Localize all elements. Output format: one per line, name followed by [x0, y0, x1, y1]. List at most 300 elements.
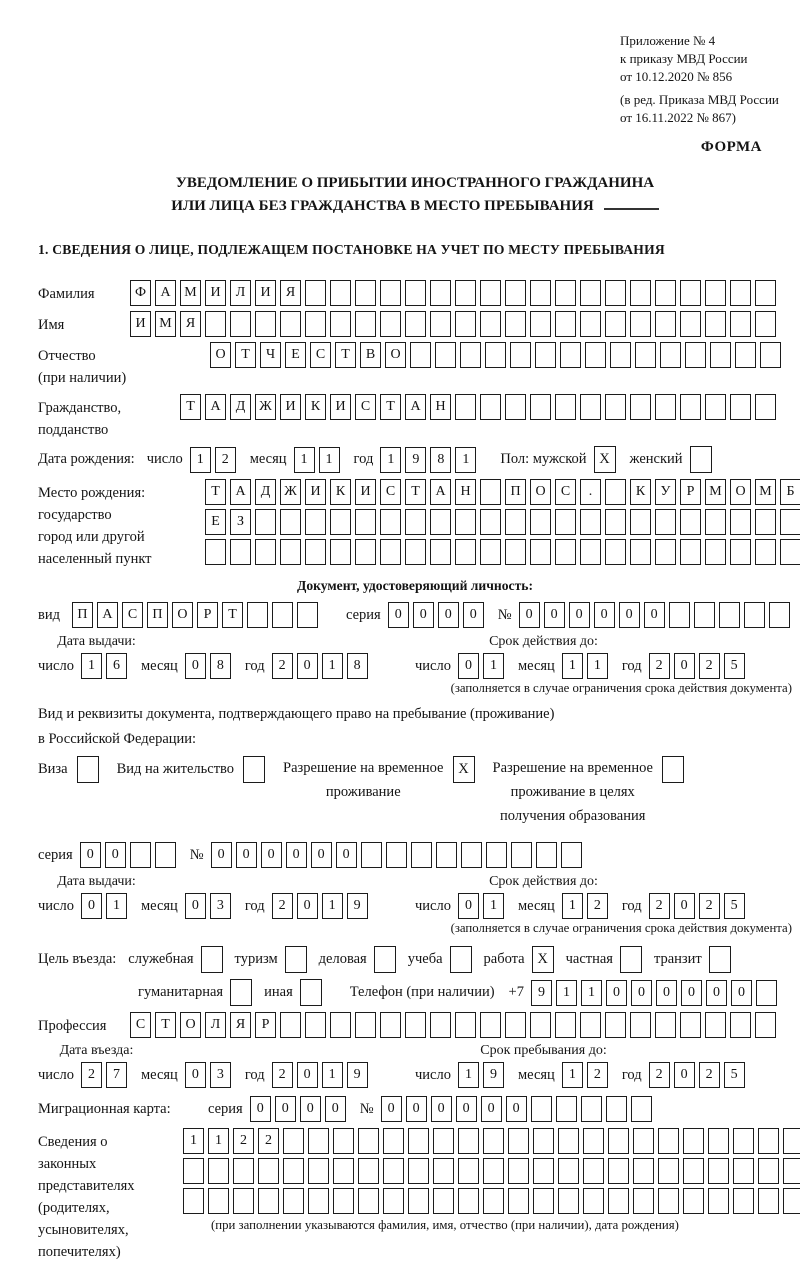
char-cell[interactable]	[630, 1012, 651, 1038]
char-cell[interactable]	[280, 1012, 301, 1038]
sex-female-checkbox[interactable]	[690, 446, 712, 473]
char-cell[interactable]: 1	[106, 893, 127, 919]
char-cell[interactable]	[783, 1128, 800, 1154]
char-cell[interactable]: Н	[430, 394, 451, 420]
char-cell[interactable]	[483, 1188, 504, 1214]
char-cell[interactable]: 0	[413, 602, 434, 628]
char-cell[interactable]	[386, 842, 407, 868]
char-cell[interactable]: 0	[297, 893, 318, 919]
char-cell[interactable]	[555, 311, 576, 337]
char-cell[interactable]	[305, 280, 326, 306]
char-cell[interactable]: 1	[562, 653, 583, 679]
char-cell[interactable]	[380, 311, 401, 337]
char-cell[interactable]	[380, 509, 401, 535]
char-cell[interactable]: Р	[197, 602, 218, 628]
char-cell[interactable]	[735, 342, 756, 368]
char-cell[interactable]: 1	[455, 447, 476, 473]
char-cell[interactable]	[631, 1096, 652, 1122]
char-cell[interactable]: С	[310, 342, 331, 368]
char-cell[interactable]	[581, 1096, 602, 1122]
char-cell[interactable]: О	[180, 1012, 201, 1038]
char-cell[interactable]: 0	[706, 980, 727, 1006]
char-cell[interactable]	[508, 1158, 529, 1184]
char-cell[interactable]	[455, 311, 476, 337]
char-cell[interactable]	[583, 1128, 604, 1154]
char-cell[interactable]: 1	[556, 980, 577, 1006]
char-cell[interactable]: 1	[483, 653, 504, 679]
char-cell[interactable]: М	[705, 479, 726, 505]
char-cell[interactable]: М	[755, 479, 776, 505]
char-cell[interactable]	[308, 1158, 329, 1184]
char-cell[interactable]: 7	[106, 1062, 127, 1088]
char-cell[interactable]	[733, 1158, 754, 1184]
char-cell[interactable]: 1	[294, 447, 315, 473]
option-temp-residence-edu-checkbox[interactable]	[662, 756, 684, 783]
char-cell[interactable]	[580, 509, 601, 535]
char-cell[interactable]	[380, 539, 401, 565]
char-cell[interactable]: 0	[656, 980, 677, 1006]
char-cell[interactable]: 1	[322, 653, 343, 679]
char-cell[interactable]: 0	[569, 602, 590, 628]
char-cell[interactable]	[585, 342, 606, 368]
char-cell[interactable]: 2	[649, 893, 670, 919]
char-cell[interactable]: 0	[81, 893, 102, 919]
char-cell[interactable]	[233, 1188, 254, 1214]
char-cell[interactable]	[155, 842, 176, 868]
char-cell[interactable]	[405, 311, 426, 337]
char-cell[interactable]	[433, 1158, 454, 1184]
char-cell[interactable]: 1	[208, 1128, 229, 1154]
char-cell[interactable]	[760, 342, 781, 368]
char-cell[interactable]	[755, 509, 776, 535]
char-cell[interactable]: П	[147, 602, 168, 628]
char-cell[interactable]	[658, 1188, 679, 1214]
char-cell[interactable]: И	[255, 280, 276, 306]
char-cell[interactable]	[333, 1158, 354, 1184]
char-cell[interactable]: П	[72, 602, 93, 628]
char-cell[interactable]	[435, 342, 456, 368]
char-cell[interactable]: 0	[388, 602, 409, 628]
char-cell[interactable]	[755, 539, 776, 565]
char-cell[interactable]	[680, 539, 701, 565]
char-cell[interactable]: И	[330, 394, 351, 420]
char-cell[interactable]	[658, 1128, 679, 1154]
char-cell[interactable]	[486, 842, 507, 868]
purpose-official-checkbox[interactable]	[201, 946, 223, 973]
char-cell[interactable]	[258, 1188, 279, 1214]
char-cell[interactable]	[505, 311, 526, 337]
char-cell[interactable]	[580, 1012, 601, 1038]
char-cell[interactable]	[780, 539, 800, 565]
char-cell[interactable]	[630, 539, 651, 565]
char-cell[interactable]: И	[355, 479, 376, 505]
char-cell[interactable]	[255, 539, 276, 565]
char-cell[interactable]: 8	[210, 653, 231, 679]
purpose-humanitarian-checkbox[interactable]	[230, 979, 252, 1006]
char-cell[interactable]	[455, 1012, 476, 1038]
char-cell[interactable]: К	[330, 479, 351, 505]
char-cell[interactable]	[755, 1012, 776, 1038]
char-cell[interactable]	[480, 1012, 501, 1038]
char-cell[interactable]: 5	[724, 653, 745, 679]
char-cell[interactable]	[769, 602, 790, 628]
char-cell[interactable]	[783, 1188, 800, 1214]
char-cell[interactable]: 1	[483, 893, 504, 919]
char-cell[interactable]	[330, 509, 351, 535]
char-cell[interactable]: Т	[155, 1012, 176, 1038]
char-cell[interactable]	[705, 509, 726, 535]
char-cell[interactable]: И	[130, 311, 151, 337]
option-temp-residence-checkbox[interactable]: X	[453, 756, 475, 783]
char-cell[interactable]: 0	[250, 1096, 271, 1122]
char-cell[interactable]	[630, 394, 651, 420]
char-cell[interactable]: О	[210, 342, 231, 368]
char-cell[interactable]: 2	[272, 653, 293, 679]
char-cell[interactable]: И	[205, 280, 226, 306]
char-cell[interactable]: Т	[405, 479, 426, 505]
char-cell[interactable]	[330, 280, 351, 306]
char-cell[interactable]	[755, 394, 776, 420]
char-cell[interactable]	[655, 280, 676, 306]
char-cell[interactable]: 0	[544, 602, 565, 628]
char-cell[interactable]	[280, 509, 301, 535]
char-cell[interactable]	[460, 342, 481, 368]
char-cell[interactable]: 2	[699, 1062, 720, 1088]
char-cell[interactable]: 1	[81, 653, 102, 679]
char-cell[interactable]	[708, 1158, 729, 1184]
char-cell[interactable]: Т	[205, 479, 226, 505]
char-cell[interactable]	[608, 1188, 629, 1214]
char-cell[interactable]	[305, 1012, 326, 1038]
char-cell[interactable]: 2	[272, 893, 293, 919]
char-cell[interactable]	[533, 1188, 554, 1214]
char-cell[interactable]	[758, 1128, 779, 1154]
purpose-other-checkbox[interactable]	[300, 979, 322, 1006]
char-cell[interactable]	[558, 1128, 579, 1154]
char-cell[interactable]: 9	[347, 893, 368, 919]
char-cell[interactable]: У	[655, 479, 676, 505]
char-cell[interactable]: 2	[649, 1062, 670, 1088]
char-cell[interactable]	[233, 1158, 254, 1184]
char-cell[interactable]	[633, 1128, 654, 1154]
char-cell[interactable]: 0	[594, 602, 615, 628]
char-cell[interactable]: 0	[80, 842, 101, 868]
char-cell[interactable]	[583, 1158, 604, 1184]
char-cell[interactable]	[483, 1128, 504, 1154]
char-cell[interactable]	[655, 311, 676, 337]
char-cell[interactable]	[455, 539, 476, 565]
char-cell[interactable]	[205, 311, 226, 337]
char-cell[interactable]	[606, 1096, 627, 1122]
char-cell[interactable]	[719, 602, 740, 628]
char-cell[interactable]	[655, 509, 676, 535]
char-cell[interactable]	[605, 280, 626, 306]
char-cell[interactable]	[305, 311, 326, 337]
char-cell[interactable]: 2	[699, 653, 720, 679]
char-cell[interactable]	[355, 280, 376, 306]
char-cell[interactable]	[383, 1128, 404, 1154]
char-cell[interactable]: 2	[587, 1062, 608, 1088]
char-cell[interactable]	[280, 539, 301, 565]
char-cell[interactable]	[183, 1188, 204, 1214]
char-cell[interactable]: 3	[210, 1062, 231, 1088]
char-cell[interactable]	[505, 280, 526, 306]
char-cell[interactable]	[183, 1158, 204, 1184]
char-cell[interactable]	[485, 342, 506, 368]
char-cell[interactable]: 1	[319, 447, 340, 473]
char-cell[interactable]	[756, 980, 777, 1006]
char-cell[interactable]	[555, 539, 576, 565]
char-cell[interactable]	[255, 311, 276, 337]
char-cell[interactable]: 1	[322, 1062, 343, 1088]
char-cell[interactable]: А	[230, 479, 251, 505]
char-cell[interactable]	[480, 311, 501, 337]
char-cell[interactable]	[669, 602, 690, 628]
char-cell[interactable]	[555, 280, 576, 306]
char-cell[interactable]	[605, 311, 626, 337]
char-cell[interactable]	[380, 1012, 401, 1038]
char-cell[interactable]	[655, 394, 676, 420]
char-cell[interactable]: Л	[230, 280, 251, 306]
char-cell[interactable]	[605, 1012, 626, 1038]
char-cell[interactable]: Т	[380, 394, 401, 420]
char-cell[interactable]	[283, 1188, 304, 1214]
char-cell[interactable]: С	[122, 602, 143, 628]
char-cell[interactable]: 0	[674, 893, 695, 919]
char-cell[interactable]: Р	[255, 1012, 276, 1038]
char-cell[interactable]: 0	[458, 893, 479, 919]
option-residence-permit-checkbox[interactable]	[243, 756, 265, 783]
char-cell[interactable]: 8	[430, 447, 451, 473]
char-cell[interactable]: 0	[731, 980, 752, 1006]
char-cell[interactable]	[505, 539, 526, 565]
char-cell[interactable]	[480, 539, 501, 565]
char-cell[interactable]: Т	[180, 394, 201, 420]
char-cell[interactable]	[558, 1158, 579, 1184]
char-cell[interactable]: С	[380, 479, 401, 505]
char-cell[interactable]: 2	[215, 447, 236, 473]
char-cell[interactable]	[680, 311, 701, 337]
char-cell[interactable]	[530, 280, 551, 306]
char-cell[interactable]	[555, 509, 576, 535]
char-cell[interactable]	[308, 1188, 329, 1214]
char-cell[interactable]: Ч	[260, 342, 281, 368]
char-cell[interactable]: 2	[649, 653, 670, 679]
char-cell[interactable]	[458, 1128, 479, 1154]
char-cell[interactable]: П	[505, 479, 526, 505]
char-cell[interactable]	[633, 1158, 654, 1184]
char-cell[interactable]: 1	[581, 980, 602, 1006]
char-cell[interactable]	[436, 842, 457, 868]
char-cell[interactable]	[405, 539, 426, 565]
char-cell[interactable]	[658, 1158, 679, 1184]
char-cell[interactable]	[405, 1012, 426, 1038]
char-cell[interactable]: 0	[185, 1062, 206, 1088]
char-cell[interactable]: 2	[81, 1062, 102, 1088]
char-cell[interactable]	[480, 394, 501, 420]
char-cell[interactable]	[560, 342, 581, 368]
char-cell[interactable]	[283, 1158, 304, 1184]
char-cell[interactable]: 1	[562, 893, 583, 919]
char-cell[interactable]: Я	[230, 1012, 251, 1038]
char-cell[interactable]: 0	[236, 842, 257, 868]
char-cell[interactable]	[655, 1012, 676, 1038]
char-cell[interactable]: 0	[286, 842, 307, 868]
char-cell[interactable]: И	[280, 394, 301, 420]
char-cell[interactable]: Ж	[280, 479, 301, 505]
char-cell[interactable]: Б	[780, 479, 800, 505]
char-cell[interactable]: 0	[406, 1096, 427, 1122]
char-cell[interactable]	[783, 1158, 800, 1184]
char-cell[interactable]	[605, 394, 626, 420]
char-cell[interactable]: 0	[185, 893, 206, 919]
char-cell[interactable]: 1	[587, 653, 608, 679]
char-cell[interactable]: А	[405, 394, 426, 420]
purpose-study-checkbox[interactable]	[450, 946, 472, 973]
char-cell[interactable]	[710, 342, 731, 368]
char-cell[interactable]: 1	[190, 447, 211, 473]
char-cell[interactable]	[555, 1012, 576, 1038]
char-cell[interactable]	[680, 394, 701, 420]
char-cell[interactable]	[430, 1012, 451, 1038]
char-cell[interactable]	[480, 479, 501, 505]
char-cell[interactable]: О	[172, 602, 193, 628]
char-cell[interactable]: 0	[105, 842, 126, 868]
char-cell[interactable]	[683, 1128, 704, 1154]
char-cell[interactable]: 0	[297, 653, 318, 679]
char-cell[interactable]: 0	[185, 653, 206, 679]
char-cell[interactable]	[230, 539, 251, 565]
char-cell[interactable]: 0	[438, 602, 459, 628]
char-cell[interactable]	[305, 539, 326, 565]
char-cell[interactable]	[130, 842, 151, 868]
char-cell[interactable]	[333, 1128, 354, 1154]
char-cell[interactable]	[633, 1188, 654, 1214]
char-cell[interactable]	[730, 394, 751, 420]
char-cell[interactable]	[208, 1158, 229, 1184]
char-cell[interactable]: 2	[699, 893, 720, 919]
char-cell[interactable]: 9	[347, 1062, 368, 1088]
char-cell[interactable]	[272, 602, 293, 628]
char-cell[interactable]	[433, 1188, 454, 1214]
char-cell[interactable]	[558, 1188, 579, 1214]
char-cell[interactable]: 1	[458, 1062, 479, 1088]
char-cell[interactable]	[694, 602, 715, 628]
purpose-private-checkbox[interactable]	[620, 946, 642, 973]
char-cell[interactable]: Е	[205, 509, 226, 535]
char-cell[interactable]	[408, 1188, 429, 1214]
char-cell[interactable]	[730, 539, 751, 565]
char-cell[interactable]	[411, 842, 432, 868]
char-cell[interactable]: 0	[300, 1096, 321, 1122]
char-cell[interactable]	[630, 509, 651, 535]
char-cell[interactable]	[730, 509, 751, 535]
char-cell[interactable]: К	[630, 479, 651, 505]
char-cell[interactable]: М	[180, 280, 201, 306]
char-cell[interactable]	[430, 280, 451, 306]
char-cell[interactable]: З	[230, 509, 251, 535]
char-cell[interactable]	[333, 1188, 354, 1214]
char-cell[interactable]	[758, 1188, 779, 1214]
char-cell[interactable]: 2	[587, 893, 608, 919]
char-cell[interactable]	[405, 509, 426, 535]
char-cell[interactable]	[680, 1012, 701, 1038]
char-cell[interactable]: 0	[458, 653, 479, 679]
char-cell[interactable]	[361, 842, 382, 868]
char-cell[interactable]	[685, 342, 706, 368]
char-cell[interactable]	[355, 539, 376, 565]
char-cell[interactable]	[555, 394, 576, 420]
char-cell[interactable]: 0	[506, 1096, 527, 1122]
char-cell[interactable]: 9	[405, 447, 426, 473]
char-cell[interactable]: 0	[674, 1062, 695, 1088]
char-cell[interactable]	[733, 1188, 754, 1214]
char-cell[interactable]: О	[385, 342, 406, 368]
char-cell[interactable]	[531, 1096, 552, 1122]
char-cell[interactable]	[655, 539, 676, 565]
char-cell[interactable]: 0	[644, 602, 665, 628]
char-cell[interactable]	[455, 394, 476, 420]
char-cell[interactable]	[358, 1158, 379, 1184]
char-cell[interactable]: С	[555, 479, 576, 505]
char-cell[interactable]	[430, 539, 451, 565]
char-cell[interactable]: С	[130, 1012, 151, 1038]
char-cell[interactable]: 0	[325, 1096, 346, 1122]
char-cell[interactable]: М	[155, 311, 176, 337]
char-cell[interactable]	[455, 509, 476, 535]
char-cell[interactable]	[205, 539, 226, 565]
char-cell[interactable]: 1	[562, 1062, 583, 1088]
char-cell[interactable]	[330, 311, 351, 337]
char-cell[interactable]	[530, 509, 551, 535]
purpose-work-checkbox[interactable]: X	[532, 946, 554, 973]
char-cell[interactable]	[730, 280, 751, 306]
char-cell[interactable]: 5	[724, 1062, 745, 1088]
char-cell[interactable]	[430, 509, 451, 535]
char-cell[interactable]	[383, 1188, 404, 1214]
char-cell[interactable]	[730, 1012, 751, 1038]
char-cell[interactable]: 0	[619, 602, 640, 628]
char-cell[interactable]: Ж	[255, 394, 276, 420]
char-cell[interactable]: Д	[255, 479, 276, 505]
char-cell[interactable]	[505, 509, 526, 535]
char-cell[interactable]: С	[355, 394, 376, 420]
char-cell[interactable]: К	[305, 394, 326, 420]
char-cell[interactable]	[405, 280, 426, 306]
char-cell[interactable]: Т	[222, 602, 243, 628]
char-cell[interactable]	[410, 342, 431, 368]
char-cell[interactable]	[533, 1128, 554, 1154]
char-cell[interactable]: 0	[681, 980, 702, 1006]
char-cell[interactable]	[660, 342, 681, 368]
option-visa-checkbox[interactable]	[77, 756, 99, 783]
char-cell[interactable]: 0	[297, 1062, 318, 1088]
char-cell[interactable]: 1	[322, 893, 343, 919]
char-cell[interactable]: 0	[456, 1096, 477, 1122]
char-cell[interactable]: А	[205, 394, 226, 420]
char-cell[interactable]: Т	[235, 342, 256, 368]
char-cell[interactable]	[508, 1188, 529, 1214]
char-cell[interactable]	[744, 602, 765, 628]
char-cell[interactable]	[758, 1158, 779, 1184]
char-cell[interactable]	[408, 1158, 429, 1184]
char-cell[interactable]	[283, 1128, 304, 1154]
char-cell[interactable]	[755, 311, 776, 337]
char-cell[interactable]	[730, 311, 751, 337]
char-cell[interactable]	[355, 311, 376, 337]
char-cell[interactable]: О	[530, 479, 551, 505]
char-cell[interactable]	[255, 509, 276, 535]
